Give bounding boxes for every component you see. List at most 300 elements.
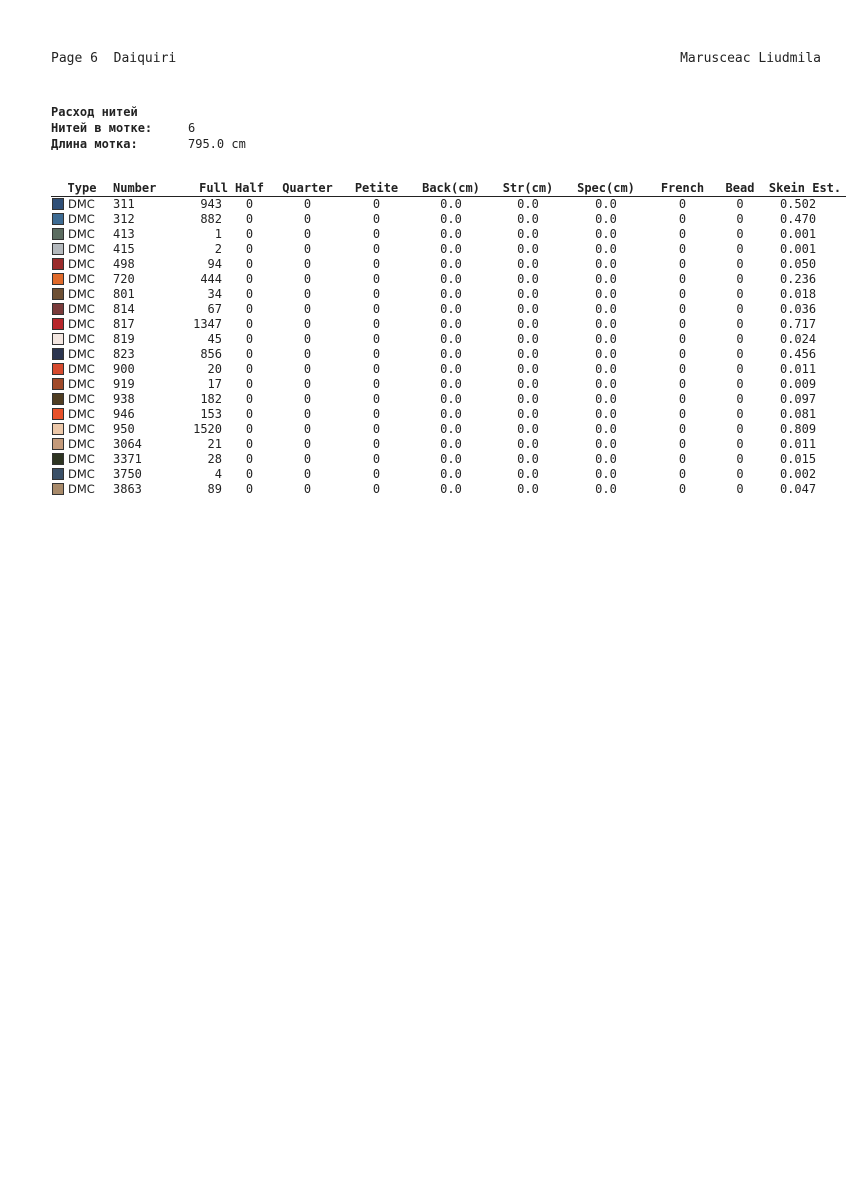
str-length: 0.0 — [517, 437, 539, 451]
petite-count: 0 — [372, 197, 381, 211]
french-count: 0 — [678, 347, 687, 361]
back-length: 0.0 — [440, 212, 462, 226]
table-row — [51, 302, 846, 317]
back-length: 0.0 — [440, 437, 462, 451]
skein-estimate: 0.470 — [779, 212, 817, 226]
col-half: Half — [228, 181, 271, 197]
full-count: 94 — [207, 257, 222, 271]
bead-count: 0 — [736, 212, 744, 226]
back-length: 0.0 — [440, 302, 462, 316]
thread-number: 900 — [113, 362, 135, 376]
table-row — [51, 272, 846, 287]
quarter-count: 0 — [303, 422, 312, 436]
thread-number: 946 — [113, 407, 135, 421]
petite-count: 0 — [372, 257, 381, 271]
skein-estimate: 0.050 — [779, 257, 817, 271]
thread-type: DMC — [68, 197, 95, 211]
thread-number: 919 — [113, 377, 135, 391]
french-count: 0 — [678, 242, 687, 256]
quarter-count: 0 — [303, 392, 312, 406]
table-row — [51, 287, 846, 302]
quarter-count: 0 — [303, 407, 312, 421]
thread-number: 817 — [113, 317, 135, 331]
thread-type-cell — [51, 332, 113, 347]
col-str: Str(cm) — [493, 181, 563, 197]
full-count: 882 — [200, 212, 222, 226]
color-swatch — [52, 348, 64, 360]
back-length: 0.0 — [440, 362, 462, 376]
length-value: 795.0 cm — [188, 137, 246, 151]
full-count: 45 — [207, 332, 222, 346]
petite-count: 0 — [372, 392, 381, 406]
table-row — [51, 362, 846, 377]
spec-length: 0.0 — [595, 242, 617, 256]
bead-count: 0 — [736, 197, 744, 211]
quarter-count: 0 — [303, 452, 312, 466]
color-swatch — [52, 273, 64, 285]
bead-count: 0 — [736, 287, 744, 301]
thread-type-cell — [51, 287, 113, 302]
spec-length: 0.0 — [595, 437, 617, 451]
str-length: 0.0 — [517, 467, 539, 481]
quarter-count: 0 — [303, 332, 312, 346]
bead-count: 0 — [736, 257, 744, 271]
thread-number: 819 — [113, 332, 135, 346]
col-type: Type — [51, 181, 113, 197]
str-length: 0.0 — [517, 257, 539, 271]
half-count: 0 — [245, 272, 254, 286]
full-count: 856 — [200, 347, 222, 361]
thread-table — [51, 181, 846, 497]
back-length: 0.0 — [440, 272, 462, 286]
full-count: 67 — [207, 302, 222, 316]
petite-count: 0 — [372, 467, 381, 481]
thread-type-cell — [51, 362, 113, 377]
spec-length: 0.0 — [595, 377, 617, 391]
quarter-count: 0 — [303, 197, 312, 211]
french-count: 0 — [678, 407, 687, 421]
french-count: 0 — [678, 377, 687, 391]
skein-estimate: 0.015 — [779, 452, 817, 466]
table-row — [51, 197, 846, 213]
petite-count: 0 — [372, 242, 381, 256]
thread-type-cell — [51, 467, 113, 482]
half-count: 0 — [245, 482, 254, 496]
skein-estimate: 0.717 — [779, 317, 817, 331]
thread-number: 938 — [113, 392, 135, 406]
french-count: 0 — [678, 212, 687, 226]
page-header-author: Marusceac Liudmila — [680, 51, 821, 66]
full-count: 2 — [214, 242, 222, 256]
full-count: 21 — [207, 437, 222, 451]
full-count: 17 — [207, 377, 222, 391]
spec-length: 0.0 — [595, 302, 617, 316]
length-label: Длина мотка: — [51, 137, 138, 151]
table-row — [51, 422, 846, 437]
skein-estimate: 0.011 — [779, 437, 817, 451]
petite-count: 0 — [372, 227, 381, 241]
str-length: 0.0 — [517, 317, 539, 331]
str-length: 0.0 — [517, 452, 539, 466]
thread-type: DMC — [68, 302, 95, 316]
thread-type-cell — [51, 347, 113, 362]
petite-count: 0 — [372, 332, 381, 346]
color-swatch — [52, 318, 64, 330]
quarter-count: 0 — [303, 227, 312, 241]
bead-count: 0 — [736, 272, 744, 286]
thread-type-cell — [51, 212, 113, 227]
thread-type-cell — [51, 377, 113, 392]
thread-type: DMC — [68, 242, 95, 256]
quarter-count: 0 — [303, 272, 312, 286]
half-count: 0 — [245, 422, 254, 436]
thread-type: DMC — [68, 437, 95, 451]
french-count: 0 — [678, 482, 687, 496]
table-row — [51, 437, 846, 452]
half-count: 0 — [245, 347, 254, 361]
table-row — [51, 467, 846, 482]
spec-length: 0.0 — [595, 407, 617, 421]
bead-count: 0 — [736, 332, 744, 346]
french-count: 0 — [678, 257, 687, 271]
french-count: 0 — [678, 197, 687, 211]
col-spec: Spec(cm) — [563, 181, 649, 197]
thread-number: 498 — [113, 257, 135, 271]
thread-number: 801 — [113, 287, 135, 301]
thread-type: DMC — [68, 212, 95, 226]
back-length: 0.0 — [440, 197, 462, 211]
full-count: 20 — [207, 362, 222, 376]
spec-length: 0.0 — [595, 257, 617, 271]
skein-estimate: 0.036 — [779, 302, 817, 316]
bead-count: 0 — [736, 242, 744, 256]
quarter-count: 0 — [303, 362, 312, 376]
spec-length: 0.0 — [595, 212, 617, 226]
half-count: 0 — [245, 242, 254, 256]
color-swatch — [52, 453, 64, 465]
table-header-row — [51, 181, 846, 197]
col-quarter: Quarter — [271, 181, 344, 197]
color-swatch — [52, 228, 64, 240]
str-length: 0.0 — [517, 212, 539, 226]
bead-count: 0 — [736, 482, 744, 496]
col-skein: Skein Est. — [764, 181, 846, 197]
petite-count: 0 — [372, 287, 381, 301]
str-length: 0.0 — [517, 422, 539, 436]
skein-estimate: 0.011 — [779, 362, 817, 376]
back-length: 0.0 — [440, 377, 462, 391]
str-length: 0.0 — [517, 332, 539, 346]
full-count: 28 — [207, 452, 222, 466]
bead-count: 0 — [736, 407, 744, 421]
full-count: 182 — [200, 392, 222, 406]
half-count: 0 — [245, 392, 254, 406]
half-count: 0 — [245, 362, 254, 376]
french-count: 0 — [678, 287, 687, 301]
quarter-count: 0 — [303, 287, 312, 301]
color-swatch — [52, 408, 64, 420]
petite-count: 0 — [372, 317, 381, 331]
half-count: 0 — [245, 377, 254, 391]
thread-number: 413 — [113, 227, 135, 241]
spec-length: 0.0 — [595, 452, 617, 466]
spec-length: 0.0 — [595, 362, 617, 376]
thread-number: 3863 — [113, 482, 142, 496]
quarter-count: 0 — [303, 317, 312, 331]
spec-length: 0.0 — [595, 347, 617, 361]
thread-type: DMC — [68, 452, 95, 466]
petite-count: 0 — [372, 452, 381, 466]
petite-count: 0 — [372, 482, 381, 496]
quarter-count: 0 — [303, 437, 312, 451]
thread-type-cell — [51, 407, 113, 422]
skein-estimate: 0.456 — [779, 347, 817, 361]
str-length: 0.0 — [517, 287, 539, 301]
half-count: 0 — [245, 287, 254, 301]
french-count: 0 — [678, 422, 687, 436]
spec-length: 0.0 — [595, 317, 617, 331]
thread-type-cell — [51, 437, 113, 452]
half-count: 0 — [245, 332, 254, 346]
thread-type: DMC — [68, 287, 95, 301]
half-count: 0 — [245, 302, 254, 316]
back-length: 0.0 — [440, 452, 462, 466]
skein-estimate: 0.047 — [779, 482, 817, 496]
petite-count: 0 — [372, 407, 381, 421]
color-swatch — [52, 438, 64, 450]
spec-length: 0.0 — [595, 482, 617, 496]
thread-type-cell — [51, 257, 113, 272]
str-length: 0.0 — [517, 362, 539, 376]
french-count: 0 — [678, 272, 687, 286]
french-count: 0 — [678, 452, 687, 466]
full-count: 1347 — [193, 317, 222, 331]
spec-length: 0.0 — [595, 227, 617, 241]
table-row — [51, 482, 846, 497]
thread-number: 415 — [113, 242, 135, 256]
quarter-count: 0 — [303, 482, 312, 496]
thread-type: DMC — [68, 377, 95, 391]
col-bead: Bead — [716, 181, 764, 197]
half-count: 0 — [245, 197, 254, 211]
skein-estimate: 0.001 — [779, 242, 817, 256]
half-count: 0 — [245, 407, 254, 421]
table-row — [51, 257, 846, 272]
thread-type: DMC — [68, 482, 95, 496]
col-back: Back(cm) — [409, 181, 493, 197]
skein-estimate: 0.024 — [779, 332, 817, 346]
thread-type-cell — [51, 272, 113, 287]
full-count: 34 — [207, 287, 222, 301]
thread-type: DMC — [68, 407, 95, 421]
full-count: 1 — [214, 227, 222, 241]
color-swatch — [52, 333, 64, 345]
table-row — [51, 212, 846, 227]
skein-estimate: 0.809 — [779, 422, 817, 436]
bead-count: 0 — [736, 422, 744, 436]
skein-estimate: 0.018 — [779, 287, 817, 301]
strands-value: 6 — [188, 121, 196, 135]
spec-length: 0.0 — [595, 272, 617, 286]
bead-count: 0 — [736, 377, 744, 391]
spec-length: 0.0 — [595, 467, 617, 481]
str-length: 0.0 — [517, 302, 539, 316]
thread-type: DMC — [68, 347, 95, 361]
color-swatch — [52, 303, 64, 315]
thread-number: 312 — [113, 212, 135, 226]
bead-count: 0 — [736, 467, 744, 481]
french-count: 0 — [678, 467, 687, 481]
color-swatch — [52, 363, 64, 375]
str-length: 0.0 — [517, 392, 539, 406]
half-count: 0 — [245, 452, 254, 466]
french-count: 0 — [678, 392, 687, 406]
full-count: 1520 — [193, 422, 222, 436]
thread-type: DMC — [68, 257, 95, 271]
full-count: 4 — [214, 467, 222, 481]
half-count: 0 — [245, 227, 254, 241]
back-length: 0.0 — [440, 392, 462, 406]
petite-count: 0 — [372, 422, 381, 436]
back-length: 0.0 — [440, 317, 462, 331]
thread-type: DMC — [68, 272, 95, 286]
bead-count: 0 — [736, 227, 744, 241]
thread-type-cell — [51, 227, 113, 242]
skein-estimate: 0.236 — [779, 272, 817, 286]
thread-type: DMC — [68, 362, 95, 376]
spec-length: 0.0 — [595, 332, 617, 346]
back-length: 0.0 — [440, 482, 462, 496]
strands-label: Нитей в мотке: — [51, 121, 153, 135]
spec-length: 0.0 — [595, 197, 617, 211]
full-count: 943 — [200, 197, 222, 211]
thread-number: 3064 — [113, 437, 142, 451]
table-row — [51, 242, 846, 257]
thread-type: DMC — [68, 317, 95, 331]
color-swatch — [52, 198, 64, 210]
thread-type: DMC — [68, 332, 95, 346]
thread-type-cell — [51, 317, 113, 332]
thread-type: DMC — [68, 467, 95, 481]
quarter-count: 0 — [303, 302, 312, 316]
color-swatch — [52, 288, 64, 300]
bead-count: 0 — [736, 347, 744, 361]
half-count: 0 — [245, 317, 254, 331]
bead-count: 0 — [736, 452, 744, 466]
french-count: 0 — [678, 332, 687, 346]
back-length: 0.0 — [440, 422, 462, 436]
petite-count: 0 — [372, 212, 381, 226]
half-count: 0 — [245, 212, 254, 226]
info-title: Расход нитей — [51, 105, 138, 119]
str-length: 0.0 — [517, 482, 539, 496]
color-swatch — [52, 483, 64, 495]
back-length: 0.0 — [440, 347, 462, 361]
color-swatch — [52, 243, 64, 255]
table-row — [51, 332, 846, 347]
french-count: 0 — [678, 227, 687, 241]
thread-number: 3371 — [113, 452, 142, 466]
str-length: 0.0 — [517, 242, 539, 256]
petite-count: 0 — [372, 272, 381, 286]
back-length: 0.0 — [440, 287, 462, 301]
back-length: 0.0 — [440, 242, 462, 256]
bead-count: 0 — [736, 362, 744, 376]
french-count: 0 — [678, 362, 687, 376]
half-count: 0 — [245, 257, 254, 271]
bead-count: 0 — [736, 392, 744, 406]
thread-type: DMC — [68, 422, 95, 436]
color-swatch — [52, 468, 64, 480]
thread-type-cell — [51, 302, 113, 317]
french-count: 0 — [678, 437, 687, 451]
table-row — [51, 227, 846, 242]
skein-estimate: 0.502 — [779, 197, 817, 211]
thread-type-cell — [51, 422, 113, 437]
skein-estimate: 0.081 — [779, 407, 817, 421]
thread-number: 823 — [113, 347, 135, 361]
thread-type: DMC — [68, 227, 95, 241]
col-french: French — [649, 181, 716, 197]
bead-count: 0 — [736, 437, 744, 451]
half-count: 0 — [245, 467, 254, 481]
color-swatch — [52, 213, 64, 225]
thread-number: 311 — [113, 197, 135, 211]
str-length: 0.0 — [517, 272, 539, 286]
table-row — [51, 452, 846, 467]
spec-length: 0.0 — [595, 392, 617, 406]
table-row — [51, 317, 846, 332]
str-length: 0.0 — [517, 407, 539, 421]
str-length: 0.0 — [517, 347, 539, 361]
color-swatch — [52, 258, 64, 270]
back-length: 0.0 — [440, 332, 462, 346]
str-length: 0.0 — [517, 377, 539, 391]
french-count: 0 — [678, 302, 687, 316]
table-row — [51, 407, 846, 422]
petite-count: 0 — [372, 347, 381, 361]
back-length: 0.0 — [440, 227, 462, 241]
thread-number: 950 — [113, 422, 135, 436]
thread-type-cell — [51, 452, 113, 467]
thread-info — [51, 104, 246, 152]
thread-number: 3750 — [113, 467, 142, 481]
table-row — [51, 377, 846, 392]
col-full: Full — [178, 181, 228, 197]
thread-type: DMC — [68, 392, 95, 406]
skein-estimate: 0.097 — [779, 392, 817, 406]
thread-type-cell — [51, 392, 113, 407]
thread-type-cell — [51, 482, 113, 497]
half-count: 0 — [245, 437, 254, 451]
petite-count: 0 — [372, 302, 381, 316]
quarter-count: 0 — [303, 257, 312, 271]
quarter-count: 0 — [303, 467, 312, 481]
bead-count: 0 — [736, 302, 744, 316]
spec-length: 0.0 — [595, 422, 617, 436]
back-length: 0.0 — [440, 257, 462, 271]
quarter-count: 0 — [303, 377, 312, 391]
back-length: 0.0 — [440, 467, 462, 481]
petite-count: 0 — [372, 437, 381, 451]
thread-number: 720 — [113, 272, 135, 286]
petite-count: 0 — [372, 377, 381, 391]
thread-type-cell — [51, 197, 113, 213]
quarter-count: 0 — [303, 242, 312, 256]
str-length: 0.0 — [517, 197, 539, 211]
skein-estimate: 0.009 — [779, 377, 817, 391]
color-swatch — [52, 378, 64, 390]
